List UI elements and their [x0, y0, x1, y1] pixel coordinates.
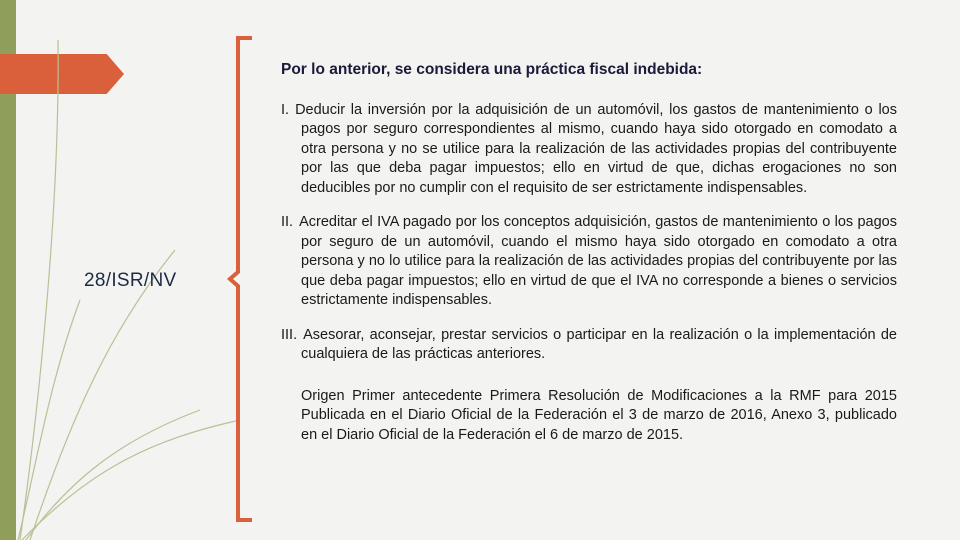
practice-item-3 [281, 326, 897, 365]
section-heading: Por lo anterior, se considera una práctica fiscal indebida: [281, 61, 703, 78]
item-number: II. [281, 214, 294, 230]
item-text: Acreditar el IVA pagado por los conceptos adquisición, gastos de mantenimiento o los pagos por seguro de un automóvil, cuando el mismo haya sido otorgado en comodato a otra persona y no lo utilice para la realización de las actividades propias del contribuyente por las que deba pagar impuestos; ello en virtud de que el IVA no corresponde a bienes o servicios estrictamente indispensables. [299, 214, 897, 308]
item-text: Asesorar, aconsejar, prestar servicios o participar en la realización o la implementación de cualquiera de las prácticas anteriores. [301, 326, 897, 362]
item-number: I. [281, 101, 290, 118]
item-number: III. [281, 326, 298, 343]
left-bracket [226, 36, 256, 522]
origin-note: Origen Primer antecedente Primera Resolución de Modificaciones a la RMF para 2015 Publicada en el Diario Oficial de la Federación el 3 de marzo de 2016, Anexo 3, publicado en el Diario Oficial de la Federación el 6 de marzo de 2015. [301, 387, 897, 443]
practice-item-1 [281, 101, 897, 199]
practice-item-2 [281, 213, 897, 311]
content-area [281, 60, 897, 445]
rule-code-label: 28/ISR/NV [84, 270, 177, 291]
item-text: Deducir la inversión por la adquisición de un automóvil, los gastos de mantenimiento o los pagos por seguro correspondientes al mismo, cuando haya sido otorgado en comodato a otra persona y no se utilice para la realización de las actividades propias del contribuyente por las que deba pagar impuestos; ello en virtud de que, dichas erogaciones no son deducibles por no cumplir con el requisito de ser estrictamente indispensables. [295, 101, 897, 196]
